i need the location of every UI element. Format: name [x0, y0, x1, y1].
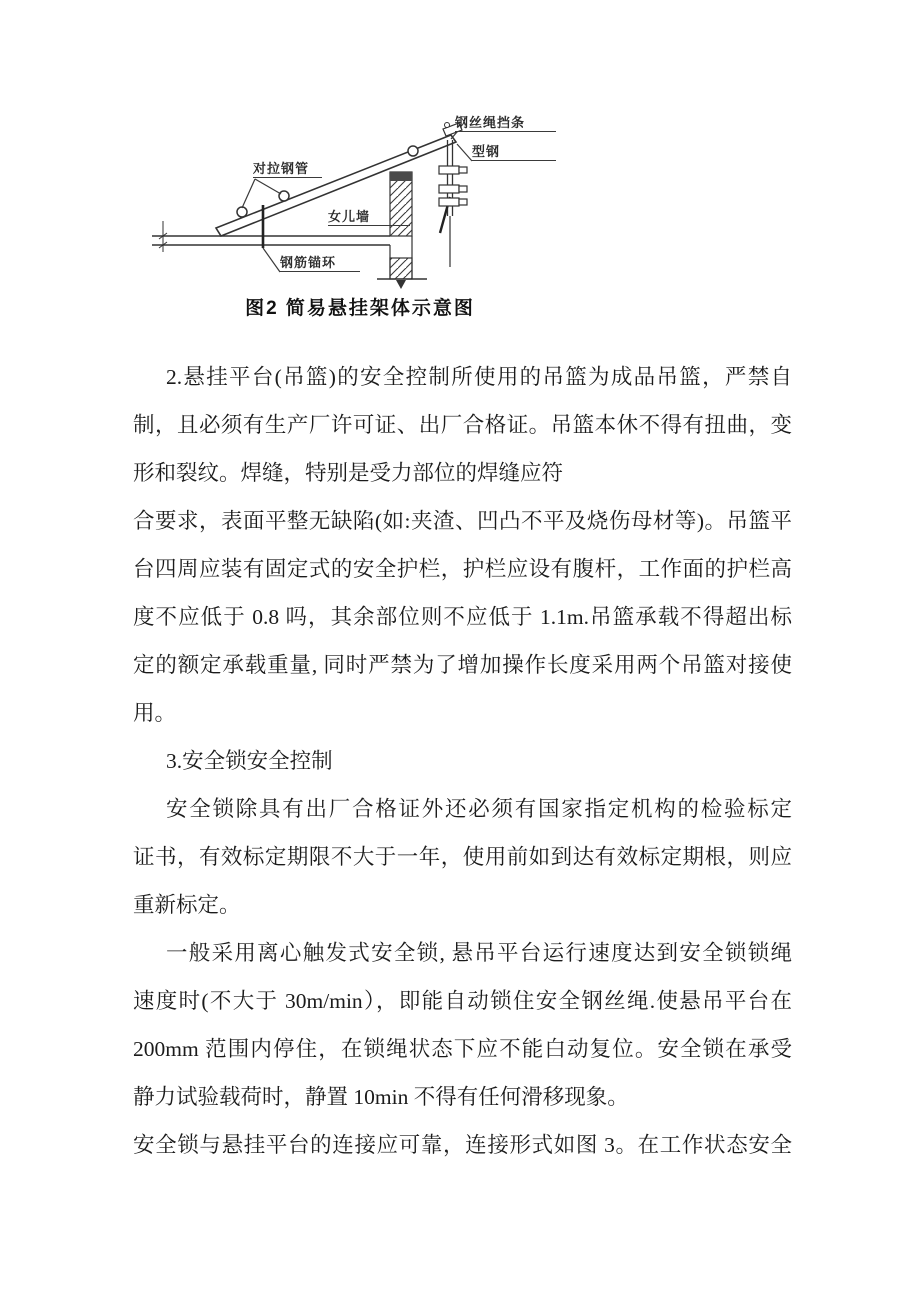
document-body: [133, 353, 792, 1169]
text-line: 安全锁与悬挂平台的连接应可靠，连接形式如图 3。在工作状态安全: [133, 1133, 792, 1157]
text-line: 合要求，表面平整无缺陷(如:夹渣、凹凸不平及烧伤母材等)。吊篮平: [133, 509, 792, 533]
text-line: 一般采用离心触发式安全锁, 悬吊平台运行速度达到安全锁锁绳: [166, 941, 792, 965]
text-line: 形和裂纹。焊缝，特别是受力部位的焊缝应符: [133, 461, 564, 485]
text-line: 证书，有效标定期限不大于一年，使用前如到达有效标定期根，则应: [133, 845, 792, 869]
text-line: 台四周应装有固定式的安全护栏，护栏应设有腹杆，工作面的护栏高: [133, 557, 792, 581]
text-line: 2.悬挂平台(吊篮)的安全控制所使用的吊篮为成品吊篮，严禁自: [166, 365, 792, 389]
text-line: 安全锁除具有出厂合格证外还必须有国家指定机构的检验标定: [166, 797, 792, 821]
text-line: 用。: [133, 701, 177, 725]
text-line: 制，且必须有生产厂许可证、出厂合格证。吊篮本休不得有扭曲，变: [133, 413, 792, 437]
label-wire-rope-stop-bar: 钢丝绳挡条: [455, 116, 556, 132]
label-parapet-wall: 女儿墙: [328, 210, 410, 226]
text-line: 度不应低于 0.8 吗，其余部位则不应低于 1.1m.吊篮承载不得超出标: [133, 605, 792, 629]
text-line: 200mm 范围内停住，在锁绳状态下应不能白动复位。安全锁在承受: [133, 1037, 792, 1061]
figure-2: [150, 100, 580, 335]
text-line: 速度时(不大于 30m/min），即能自动锁住安全钢丝绳.使悬吊平台在: [133, 989, 792, 1013]
label-shaped-steel: 型钢: [472, 145, 556, 161]
figure-caption: 图2 简易悬挂架体示意图: [245, 298, 475, 319]
text-line: 3.安全锁安全控制: [166, 749, 333, 773]
label-counter-pull-pipe: 对拉钢管: [253, 162, 322, 178]
label-rebar-anchor-ring: 钢筋锚环: [280, 256, 360, 272]
text-line: 重新标定。: [133, 893, 241, 917]
text-line: 定的额定承载重量, 同时严禁为了增加操作长度采用两个吊篮对接使: [133, 653, 792, 677]
text-line: 静力试验载荷时，静置 10min 不得有任何滑移现象。: [133, 1085, 629, 1109]
